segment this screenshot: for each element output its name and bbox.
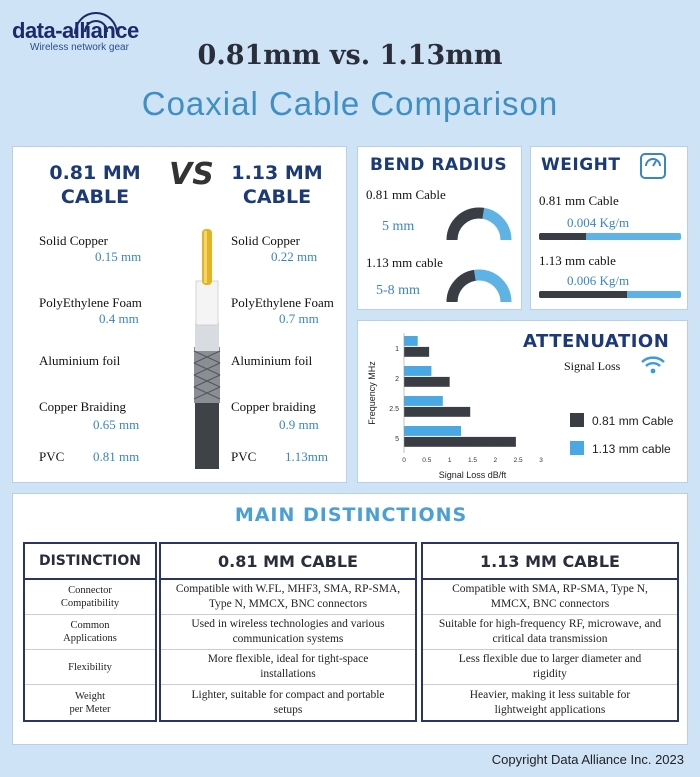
row-label: Connector Compatibility <box>25 580 155 615</box>
table-cell: Heavier, making it less suitable for lightweight applications <box>469 688 631 716</box>
left-solid-copper-value: 0.15 mm <box>95 249 142 264</box>
x-tick-label: 1.5 <box>467 457 478 464</box>
weight-b-bar <box>539 291 681 298</box>
scale-icon <box>639 152 667 180</box>
table-cell: Less flexible due to larger diameter and rigidity <box>423 650 677 685</box>
page-subtitle: Coaxial Cable Comparison <box>141 85 559 122</box>
legend-a-swatch <box>570 413 584 427</box>
wifi-icon <box>640 353 666 375</box>
x-tick-label: 0.5 <box>422 457 432 464</box>
right-cable-header: 1.13 MM CABLE <box>231 162 323 208</box>
x-axis-label: Signal Loss dB/ft <box>438 470 507 480</box>
x-tick-label: 2 <box>493 457 498 464</box>
weight-b-label: 1.13 mm cable <box>539 253 616 268</box>
copyright: Copyright Data Alliance Inc. 2023 <box>491 752 684 767</box>
y-tick-label: 5 <box>395 436 399 443</box>
right-foil-label: Aluminium foil <box>231 353 313 368</box>
cable-b-column <box>421 542 679 722</box>
y-tick-label: 2.5 <box>389 406 399 413</box>
row-label: Common Applications <box>25 615 155 650</box>
bend-b-value: 5-8 mm <box>376 283 420 298</box>
weight-title: WEIGHT <box>541 155 621 175</box>
left-pvc-label: PVC <box>39 449 65 464</box>
right-solid-copper-label: Solid Copper <box>231 233 300 248</box>
bar-0-2 <box>404 407 470 417</box>
table-cell: Compatible with W.FL, MHF3, SMA, RP-SMA, Type N, MMCX, BNC connectors <box>161 580 415 615</box>
bend-b-gauge <box>446 269 512 302</box>
vs-mark: VS <box>169 157 214 192</box>
x-tick-label: 1 <box>447 457 452 464</box>
table-cell: Compatible with SMA, RP-SMA, Type N, MMCX, BNC connectors <box>423 580 677 615</box>
bend-a-value: 5 mm <box>382 219 415 234</box>
left-solid-copper-label: Solid Copper <box>39 233 108 248</box>
y-tick-label: 1 <box>395 346 399 353</box>
right-braid-value: 0.9 mm <box>279 417 319 432</box>
right-foam-value: 0.7 mm <box>279 311 319 326</box>
right-foam-label: PolyEthylene Foam <box>231 295 334 310</box>
x-tick-label: 0 <box>402 457 406 464</box>
logo-brand: data-alliance <box>12 18 139 43</box>
signal-loss-label: Signal Loss <box>564 359 621 373</box>
attenuation-panel <box>357 320 688 483</box>
bar-1-3 <box>404 426 461 436</box>
left-cable-header: 0.81 MM CABLE <box>49 162 141 208</box>
left-foam-value: 0.4 mm <box>99 311 139 326</box>
weight-a-value: 0.004 Kg/m <box>567 215 630 230</box>
weight-a-label: 0.81 mm Cable <box>539 193 619 208</box>
left-braid-label: Copper Braiding <box>39 399 127 414</box>
cable-a-header: 0.81 MM CABLE <box>161 544 415 580</box>
y-axis-label: Frequency MHz <box>367 361 377 425</box>
logo-tagline: Wireless network gear <box>30 42 129 53</box>
weight-a-bar <box>539 233 681 240</box>
bend-radius-panel <box>357 146 522 310</box>
page-title: 0.81mm vs. 1.13mm <box>197 40 503 71</box>
cable-panel <box>12 146 347 483</box>
distinction-column <box>23 542 157 722</box>
legend-b-swatch <box>570 441 584 455</box>
cable-a-column <box>159 542 417 722</box>
table-cell: More flexible, ideal for tight-space installations <box>161 650 415 685</box>
bend-a-label: 0.81 mm Cable <box>366 187 446 202</box>
right-braid-label: Copper braiding <box>231 399 316 414</box>
table-cell: Lighter, suitable for compact and portable setups <box>191 688 385 716</box>
main-distinctions-panel <box>12 493 688 745</box>
weight-panel <box>530 146 688 310</box>
bend-a-gauge <box>446 207 512 240</box>
row-label: Flexibility <box>25 650 155 685</box>
bend-radius-title: BEND RADIUS <box>370 155 508 175</box>
left-foam-label: PolyEthylene Foam <box>39 295 142 310</box>
bend-b-label: 1.13 mm cable <box>366 255 443 270</box>
bar-0-0 <box>404 347 429 357</box>
table-cell: Used in wireless technologies and various communication systems <box>161 615 415 650</box>
right-pvc-label: PVC <box>231 449 257 464</box>
cable-b-header: 1.13 MM CABLE <box>423 544 677 580</box>
left-braid-value: 0.65 mm <box>93 417 140 432</box>
bar-1-0 <box>404 336 418 346</box>
left-foil-label: Aluminium foil <box>39 353 121 368</box>
x-tick-label: 2.5 <box>513 457 523 464</box>
main-distinctions-title: MAIN DISTINCTIONS <box>234 504 468 526</box>
bar-1-1 <box>404 366 431 376</box>
y-tick-label: 2 <box>395 376 399 383</box>
table-cell: Suitable for high-frequency RF, microwave, and critical data transmission <box>423 615 677 650</box>
bar-0-3 <box>404 437 516 447</box>
right-pvc-value: 1.13mm <box>285 449 328 464</box>
cable-cross-section-illustration <box>181 229 231 469</box>
bar-1-2 <box>404 396 443 406</box>
legend-b-label: 1.13 mm cable <box>592 442 671 456</box>
legend-a-label: 0.81 mm Cable <box>592 414 674 428</box>
bar-0-1 <box>404 377 450 387</box>
x-tick-label: 3 <box>539 457 543 464</box>
left-pvc-value: 0.81 mm <box>93 449 140 464</box>
distinction-header: DISTINCTION <box>25 544 155 580</box>
weight-b-value: 0.006 Kg/m <box>567 273 630 288</box>
row-label: Weight per Meter <box>69 690 111 715</box>
right-solid-copper-value: 0.22 mm <box>271 249 318 264</box>
attenuation-title: ATTENUATION <box>523 331 670 352</box>
